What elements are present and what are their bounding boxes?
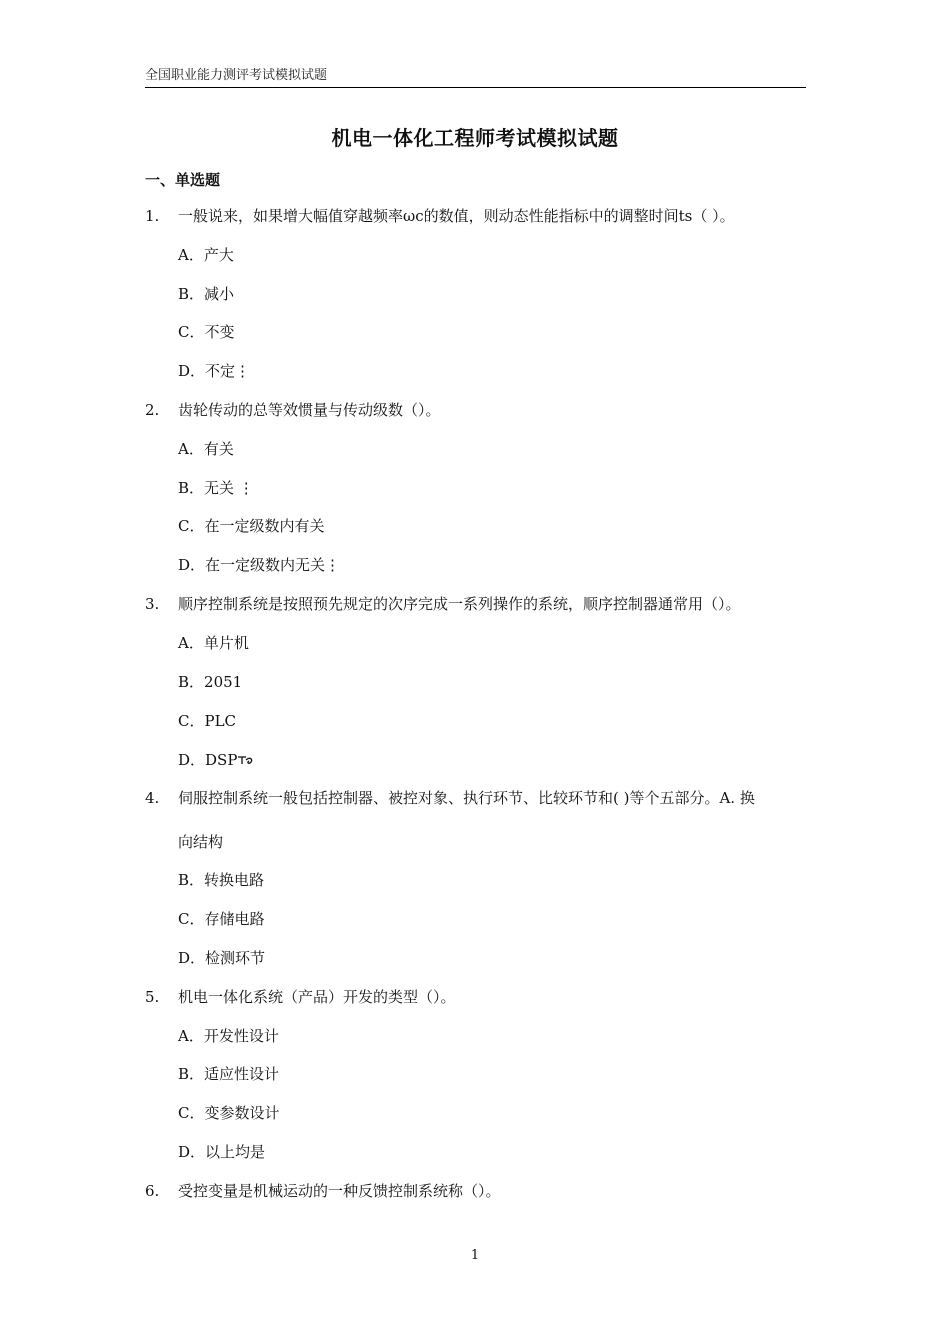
question-number: 1. xyxy=(145,207,160,225)
question-text: 顺序控制系统是按照预先规定的次序完成一系列操作的系统，顺序控制器通常用（）。 xyxy=(178,595,741,613)
question-number: 2. xyxy=(145,401,160,419)
page-header: 全国职业能力测评考试模拟试题 xyxy=(145,64,806,88)
option: A．开发性设计 xyxy=(178,1027,279,1045)
question-number: 6. xyxy=(145,1182,160,1200)
question-number: 3. xyxy=(145,595,160,613)
option: D．检测环节 xyxy=(178,949,266,967)
option: D．不定⋮ xyxy=(178,362,251,380)
option: C．在一定级数内有关 xyxy=(178,517,325,535)
document-title: 机电一体化工程师考试模拟试题 xyxy=(331,126,619,150)
question-text-continuation: 向结构 xyxy=(178,833,224,851)
question-text: 伺服控制系统一般包括控制器、被控对象、执行环节、比较环节和( )等个五部分。A. 换 xyxy=(178,789,755,807)
option-with-mark xyxy=(178,750,255,770)
option: C．变参数设计 xyxy=(178,1104,280,1122)
page-number: 1 xyxy=(470,1248,480,1263)
option: C．不变 xyxy=(178,323,235,341)
question-text: 机电一体化系统（产品）开发的类型（）。 xyxy=(178,988,456,1006)
question-text: 齿轮传动的总等效惯量与传动级数（）。 xyxy=(178,401,441,419)
option: C．PLC xyxy=(178,712,237,730)
option: D．在一定级数内无关⋮ xyxy=(178,556,341,574)
section-heading: 一、单选题 xyxy=(145,171,221,189)
option: B．减小 xyxy=(178,285,235,303)
option: B．转换电路 xyxy=(178,871,265,889)
option: B．无关 ⋮ xyxy=(178,479,254,497)
option: B．2051 xyxy=(178,673,243,691)
option: A．单片机 xyxy=(178,634,249,652)
option: C．存储电路 xyxy=(178,910,265,928)
option: A．产大 xyxy=(178,246,234,264)
option-text: D．DSP xyxy=(178,751,238,769)
question-number: 5. xyxy=(145,988,160,1006)
question-text: 一般说来，如果增大幅值穿越频率ωc的数值，则动态性能指标中的调整时间ts（ ）。 xyxy=(178,207,735,225)
question-text: 受控变量是机械运动的一种反馈控制系统称（）。 xyxy=(178,1182,501,1200)
option: A．有关 xyxy=(178,440,234,458)
question-number: 4. xyxy=(145,789,160,807)
option: D．以上均是 xyxy=(178,1143,266,1161)
option: B．适应性设计 xyxy=(178,1065,280,1083)
paragraph-mark-icon xyxy=(237,754,255,766)
